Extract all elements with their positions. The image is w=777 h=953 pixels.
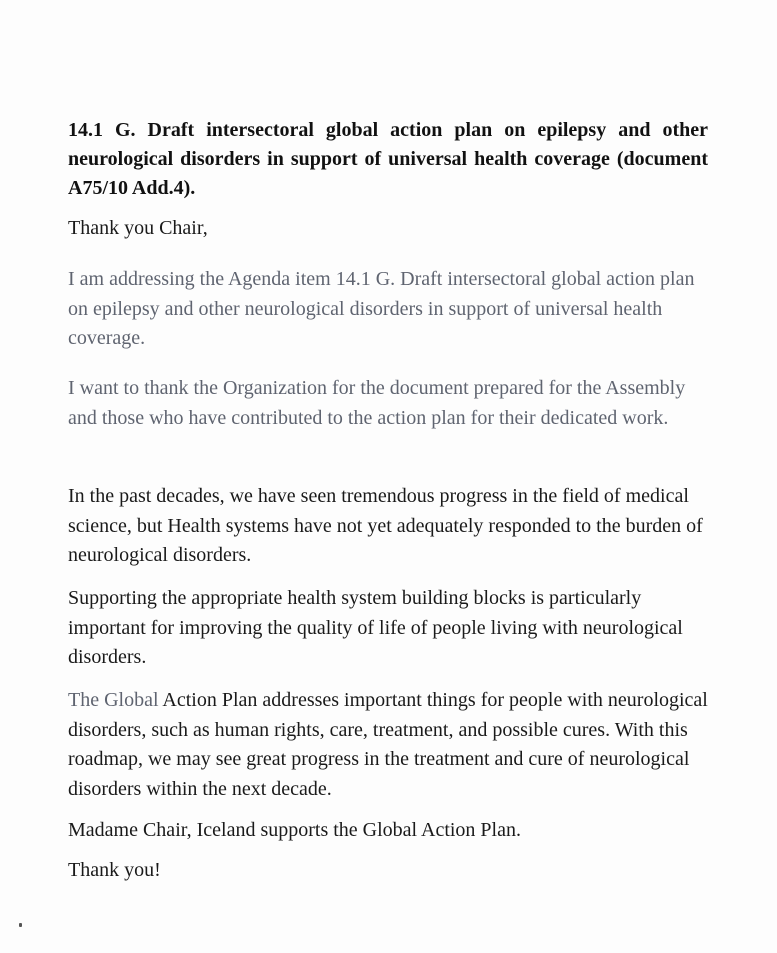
paragraph-thanks: I want to thank the Organization for the document prepared for the Assembly and those who have contributed to the action plan for their dedicated work. <box>68 377 686 429</box>
paragraph-building-blocks: Supporting the appropriate health system building blocks is particularly important for improving the quality of life of people living with neurological disorders. <box>68 587 683 668</box>
paragraph-support-statement: Madame Chair, Iceland supports the Global Action Plan. <box>68 819 521 841</box>
greeting: Thank you Chair, <box>68 217 208 239</box>
paragraph-global-action-plan <box>68 686 708 804</box>
paragraph-agenda-item: I am addressing the Agenda item 14.1 G. Draft intersectoral global action plan on epilepsy and other neurological disorders in support of universal health coverage. <box>68 268 695 349</box>
paragraph-rest: Action Plan addresses important things for people with neurological disorders, such as human rights, care, treatment, and possible cures. With this roadmap, we may see great progress in the treatment and cure of neurological disorders within the next decade. <box>68 689 708 800</box>
agenda-heading: 14.1 G. Draft intersectoral global action plan on epilepsy and other neurological disorders in support of universal health coverage (document A75/10 Add.4). <box>68 119 708 199</box>
scan-mark <box>19 923 22 927</box>
paragraph-lead: The Global <box>68 689 159 711</box>
closing-thanks: Thank you! <box>68 859 161 881</box>
paragraph-progress: In the past decades, we have seen tremendous progress in the field of medical science, but Health systems have not yet adequately responded to the burden of neurological disorders. <box>68 485 703 566</box>
